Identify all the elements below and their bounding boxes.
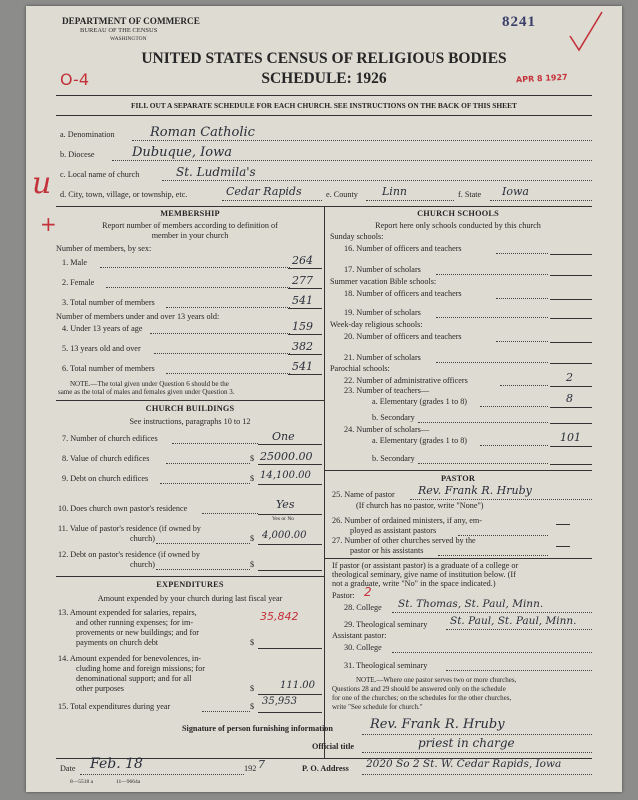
- q3-value: 541: [292, 294, 313, 307]
- membership-title: MEMBERSHIP: [160, 209, 220, 218]
- q31-label: 31. Theological seminary: [344, 661, 428, 670]
- official-title-value: priest in charge: [418, 736, 515, 750]
- county-value: Linn: [382, 185, 407, 198]
- expenditures-subtitle: Amount expended by your church during last fiscal year: [97, 594, 283, 603]
- q11-dollar: $: [250, 534, 255, 543]
- q21-label: 21. Number of scholars: [344, 353, 421, 362]
- q23a-label: a. Elementary (grades 1 to 8): [372, 397, 468, 406]
- q13-value: 35,842: [260, 610, 299, 623]
- pastor-note-2: Questions 28 and 29 should be answered only on the schedule: [332, 685, 506, 693]
- weekday-heading: Week-day religious schools:: [330, 320, 423, 329]
- red-margin-mark: u: [32, 166, 52, 201]
- q13-line-2: and other running expenses; for im-: [76, 618, 194, 627]
- q14-dollar: $: [250, 684, 255, 693]
- q14-value: 111.00: [280, 680, 315, 691]
- date-value: Feb. 18: [90, 756, 143, 772]
- state-label: f. State: [458, 190, 482, 199]
- q26-label-b: ployed as assistant pastors: [350, 526, 437, 535]
- graduate-note-3: not a graduate, write "No" in the space indicated.): [332, 579, 496, 588]
- parochial-heading: Parochial schools:: [330, 364, 390, 373]
- state-value: Iowa: [502, 185, 529, 198]
- q2-value: 277: [292, 274, 313, 287]
- schools-title: CHURCH SCHOOLS: [417, 209, 499, 218]
- q28-label: 28. College: [344, 603, 382, 612]
- q12-label-b: church): [130, 560, 156, 569]
- census-schedule-document: [26, 6, 622, 792]
- form-number: 8—5518 a: [70, 779, 94, 785]
- q1-label: 1. Male: [62, 258, 88, 267]
- q28-value: St. Thomas, St. Paul, Minn.: [398, 598, 544, 610]
- city-label: WASHINGTON: [110, 36, 147, 42]
- department-label: DEPARTMENT OF COMMERCE: [62, 16, 200, 26]
- q9-label: 9. Debt on church edifices: [62, 474, 149, 483]
- q24a-value: 101: [560, 431, 581, 444]
- county-label: e. County: [326, 190, 358, 199]
- by-sex-heading: Number of members, by sex:: [56, 244, 152, 253]
- q5-value: 382: [292, 340, 313, 353]
- summer-heading: Summer vacation Bible schools:: [330, 277, 437, 286]
- q27-label-a: 27. Number of other churches served by the: [332, 536, 476, 545]
- q25-note: (If church has no pastor, write "None"): [356, 501, 484, 510]
- buildings-subtitle: See instructions, paragraphs 10 to 12: [129, 417, 251, 426]
- red-plus-mark: +: [40, 212, 57, 236]
- q10-value: Yes: [276, 498, 295, 511]
- q30-label: 30. College: [344, 643, 382, 652]
- by-age-heading: Number of members under and over 13 years old:: [56, 312, 220, 321]
- q4-value: 159: [292, 320, 313, 333]
- q29-label: 29. Theological seminary: [344, 620, 428, 629]
- pastor-title: PASTOR: [440, 474, 476, 483]
- membership-note-1: NOTE.—The total given under Question 6 should be the: [70, 380, 229, 388]
- q12-label-a: 12. Debt on pastor's residence (if owned by: [58, 550, 200, 559]
- membership-intro-1: Report number of members according to definition of: [102, 221, 278, 230]
- q4-label: 4. Under 13 years of age: [62, 324, 143, 333]
- q15-value: 35,953: [262, 696, 297, 707]
- q2-label: 2. Female: [62, 278, 95, 287]
- graduate-note-1: If pastor (or assistant pastor) is a graduate of a college or: [332, 561, 519, 570]
- q24-label: 24. Number of scholars—: [344, 425, 430, 434]
- official-title-label: Official title: [312, 742, 355, 751]
- signature-value: Rev. Frank R. Hruby: [370, 717, 505, 732]
- buildings-title: CHURCH BUILDINGS: [145, 404, 235, 413]
- pastor-note-3: for one of the churches; on the schedules for the other churches,: [332, 694, 512, 702]
- city-label-d: d. City, town, village, or township, etc.: [60, 190, 188, 199]
- q13-line-1: 13. Amount expended for salaries, repairs,: [58, 608, 197, 617]
- q23-label: 23. Number of teachers—: [344, 386, 430, 395]
- sunday-heading: Sunday schools:: [330, 232, 384, 241]
- q14-line-1: 14. Amount expended for benevolences, in-: [58, 654, 202, 663]
- diocese-label: b. Diocese: [60, 150, 95, 159]
- q23b-label: b. Secondary: [372, 413, 415, 422]
- po-address-value: 2020 So 2 St. W. Cedar Rapids, Iowa: [366, 758, 562, 770]
- pastor-label: Pastor:: [332, 591, 355, 600]
- q11-label-a: 11. Value of pastor's residence (if owned by: [58, 524, 201, 533]
- denomination-label: a. Denomination: [60, 130, 115, 139]
- q25-value: Rev. Frank R. Hruby: [418, 484, 532, 497]
- q14-line-3: denominational support; and for all: [76, 674, 192, 683]
- q23a-value: 8: [566, 392, 573, 405]
- q7-label: 7. Number of church edifices: [62, 434, 158, 443]
- q26-label-a: 26. Number of ordained ministers, if any, em-: [332, 516, 482, 525]
- q20-label: 20. Number of officers and teachers: [344, 332, 462, 341]
- q29-value: St. Paul, St. Paul, Minn.: [450, 615, 577, 627]
- q22-value: 2: [566, 371, 573, 384]
- q27-label-b: pastor or his assistants: [350, 546, 424, 555]
- schedule-title: SCHEDULE: 1926: [261, 70, 387, 87]
- membership-note-2: same as the total of males and females given under Question 3.: [58, 388, 235, 396]
- q24b-label: b. Secondary: [372, 454, 415, 463]
- schools-subtitle: Report here only schools conducted by this church: [375, 221, 541, 230]
- q13-line-3: provements or new buildings; and for: [76, 628, 200, 637]
- q11-value: 4,000.00: [262, 530, 307, 541]
- received-stamp: APR 8 1927: [515, 72, 568, 85]
- q24a-label: a. Elementary (grades 1 to 8): [372, 436, 468, 445]
- q14-line-2: cluding home and foreign missions; for: [76, 664, 205, 673]
- q13-dollar: $: [250, 638, 255, 647]
- year-prefix: 192: [244, 764, 257, 773]
- serial-number: 8241: [502, 14, 536, 30]
- q25-label: 25. Name of pastor: [332, 490, 395, 499]
- q3-label: 3. Total number of members: [62, 298, 155, 307]
- form-title: UNITED STATES CENSUS OF RELIGIOUS BODIES: [141, 50, 507, 67]
- assistant-pastor-label: Assistant pastor:: [332, 631, 387, 640]
- q17-label: 17. Number of scholars: [344, 265, 421, 274]
- bureau-label: BUREAU OF THE CENSUS: [80, 27, 158, 34]
- q8-dollar: $: [250, 454, 255, 463]
- pastor-count-mark: 2: [364, 585, 372, 599]
- church-name-value: St. Ludmila's: [176, 165, 256, 179]
- q6-value: 541: [292, 360, 313, 373]
- q8-value: 25000.00: [260, 450, 313, 463]
- q16-label: 16. Number of officers and teachers: [344, 244, 462, 253]
- q22-label: 22. Number of administrative officers: [344, 376, 468, 385]
- q5-label: 5. 13 years old and over: [62, 344, 141, 353]
- po-address-label: P. O. Address: [302, 764, 349, 773]
- q1-value: 264: [292, 254, 313, 267]
- signature-label: Signature of person furnishing information: [182, 724, 333, 733]
- instruction-line: FILL OUT A SEPARATE SCHEDULE FOR EACH CHURCH. SEE INSTRUCTIONS ON THE BACK OF THIS SHEET: [131, 101, 517, 110]
- q7-value: One: [272, 430, 295, 443]
- q14-line-4: other purposes: [76, 684, 124, 693]
- yes-no-hint: Yes or No: [272, 516, 295, 522]
- office-code: O-4: [60, 70, 89, 89]
- church-name-label: c. Local name of church: [60, 170, 140, 179]
- city-value: Cedar Rapids: [226, 185, 302, 198]
- diocese-value: Dubuque, Iowa: [132, 145, 232, 160]
- q9-value: 14,100.00: [260, 470, 311, 481]
- pastor-note-1: NOTE.—Where one pastor serves two or more churches,: [356, 676, 517, 684]
- year-value: 7: [258, 758, 265, 771]
- q6-label: 6. Total number of members: [62, 364, 155, 373]
- membership-intro-2: member in your church: [151, 231, 229, 240]
- print-number: 11—9664a: [116, 779, 141, 785]
- q18-label: 18. Number of officers and teachers: [344, 289, 462, 298]
- q10-label: 10. Does church own pastor's residence: [58, 504, 188, 513]
- expenditures-title: EXPENDITURES: [156, 580, 224, 589]
- q19-label: 19. Number of scholars: [344, 308, 421, 317]
- q11-label-b: church): [130, 534, 156, 543]
- q12-dollar: $: [250, 560, 255, 569]
- q13-line-4: payments on church debt: [76, 638, 159, 647]
- q15-label: 15. Total expenditures during year: [58, 702, 171, 711]
- q15-dollar: $: [250, 702, 255, 711]
- date-label: Date: [60, 764, 76, 773]
- q8-label: 8. Value of church edifices: [62, 454, 150, 463]
- q9-dollar: $: [250, 474, 255, 483]
- denomination-value: Roman Catholic: [150, 125, 255, 140]
- red-check-mark: [566, 10, 606, 54]
- graduate-note-2: theological seminary, give name of institution below. (If: [332, 570, 516, 579]
- pastor-note-4: write "See schedule for church.": [332, 703, 423, 711]
